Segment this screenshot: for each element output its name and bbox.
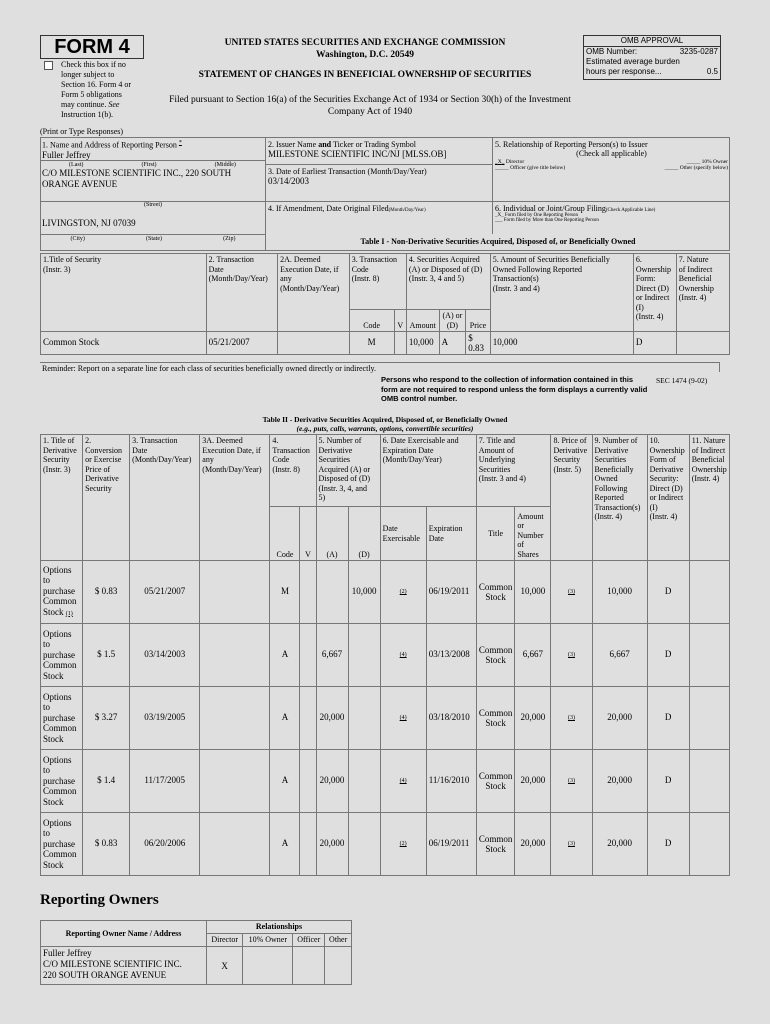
t1-sub-aord: (A) or (D): [439, 310, 466, 332]
t2-h6: 6. Date Exercisable and Expiration Date (Month/Day/Year): [380, 435, 476, 507]
t2-row-d: 10,000: [348, 561, 380, 624]
t2-row-nature: [689, 687, 729, 750]
first-label: (First): [141, 161, 157, 168]
t2-row-price: $ 3.27: [83, 687, 130, 750]
box4-amendment: [266, 201, 492, 234]
t2-row-deemed: [200, 813, 270, 876]
t2-row-code: A: [270, 624, 300, 687]
t2-row-nature: [689, 750, 729, 813]
t2-row-price: $ 1.4: [83, 750, 130, 813]
checkbox-instructions: Check this box if no longer subject to Section 16. Form 4 or Form 5 obligations may continue. See Instruction 1(b).: [61, 60, 131, 119]
box3-earliest-date: [266, 164, 492, 201]
t2-row-utitle: Common Stock: [476, 624, 515, 687]
t2-row-price: $ 1.5: [83, 624, 130, 687]
print-note: (Print or Type Responses): [40, 127, 124, 136]
t2-row-uamount: 20,000: [515, 750, 551, 813]
col-ten-pct: 10% Owner: [243, 934, 293, 947]
t2-row-v: [300, 624, 316, 687]
omb-hours-value: 0.5: [706, 67, 718, 76]
owner-ten-pct: [243, 947, 293, 985]
last-label: (Last): [69, 161, 84, 168]
t2-row-ex-footnote: (2): [399, 841, 407, 848]
t2-row-owned: 20,000: [592, 813, 647, 876]
agency-name: UNITED STATES SECURITIES AND EXCHANGE COMMISSION: [224, 38, 506, 48]
t2-row-title: Options to purchase Common Stock: [41, 813, 83, 876]
t1-sub-amount: Amount: [406, 310, 439, 332]
earliest-date: 03/14/2003: [268, 176, 310, 186]
t2-row-a: 20,000: [316, 687, 348, 750]
t1-h7: 7. Nature of Indirect Beneficial Ownership (Instr. 4): [676, 254, 729, 332]
t2-row-d: [348, 687, 380, 750]
t2-row-exp: 11/16/2010: [426, 750, 476, 813]
t2-title-footnote: (1): [65, 610, 73, 617]
t2-row-form: D: [647, 813, 689, 876]
box5-relationship: [493, 137, 730, 201]
table1: [40, 253, 730, 355]
t2-row-owned: 6,667: [592, 624, 647, 687]
t2-sub-code: Code: [270, 507, 300, 561]
t1-amount: 10,000: [406, 332, 439, 355]
t1-price: $ 0.83: [466, 332, 491, 355]
t2-row: [41, 561, 730, 624]
street-row: [40, 201, 266, 234]
box2-issuer: [266, 137, 492, 163]
t2-row-date: 03/14/2003: [130, 624, 200, 687]
t2-row-date: 06/20/2006: [130, 813, 200, 876]
box6-label-small: (Check Applicable Line): [605, 208, 656, 213]
middle-label: (Middle): [214, 161, 236, 168]
t2-row-price-footnote: (3): [567, 778, 575, 785]
sec-code: SEC 1474 (9-02): [656, 376, 708, 385]
omb-number-label: OMB Number:: [586, 47, 638, 56]
t2-row-form: D: [647, 624, 689, 687]
table1-title: Table I - Non-Derivative Securities Acquired, Disposed of, or Beneficially Owned: [360, 237, 636, 246]
omb-header: OMB APPROVAL: [584, 36, 720, 47]
t2-row-owned: 20,000: [592, 687, 647, 750]
t2-row-owned: 10,000: [592, 561, 647, 624]
agency-city: Washington, D.C. 20549: [316, 50, 414, 60]
box5-sublabel: (Check all applicable): [576, 149, 647, 158]
city-state-zip: LIVINGSTON, NJ 07039: [42, 218, 136, 228]
t2-row-nature: [689, 813, 729, 876]
t2-h3: 3. Transaction Date (Month/Day/Year): [130, 435, 200, 561]
box4-label-small: (Month/Day/Year): [388, 208, 426, 213]
t2-row-form: D: [647, 687, 689, 750]
t2-h1: 1. Title of Derivative Security (Instr. 3): [41, 435, 83, 561]
t1-sub-code: Code: [349, 310, 394, 332]
t2-h11: 11. Nature of Indirect Beneficial Ownership (Instr. 4): [689, 435, 729, 561]
t2-row-price-footnote: (3): [567, 715, 575, 722]
t2-h2: 2. Conversion or Exercise Price of Derivative Security: [83, 435, 130, 561]
state-label: (State): [146, 236, 162, 242]
reporting-address: C/O MILESTONE SCIENTIFIC INC., 220 SOUTH ORANGE AVENUE: [42, 167, 232, 189]
city-row: [40, 234, 266, 242]
t2-row-price-footnote: (3): [567, 589, 575, 596]
omb-approval-box: [583, 35, 721, 80]
t2-sub-amount: Amount or Number of Shares: [515, 507, 551, 561]
t2-row-ex-footnote: (2): [399, 589, 407, 596]
zip-label: (Zip): [223, 236, 236, 242]
t2-row-ex-footnote: (4): [399, 652, 407, 659]
t2-row-uamount: 6,667: [515, 624, 551, 687]
t2-row: [41, 624, 730, 687]
t2-row-code: A: [270, 687, 300, 750]
owner-name-address: Fuller Jeffrey C/O MILESTONE SCIENTIFIC INC. 220 SOUTH ORANGE AVENUE: [41, 947, 207, 985]
t1-aord: A: [439, 332, 466, 355]
omb-number-value: 3235-0287: [679, 47, 718, 56]
t2-row-d: [348, 813, 380, 876]
t2-row-uamount: 10,000: [515, 561, 551, 624]
t2-row-title: Options to purchase Common Stock: [41, 687, 83, 750]
issuer-name: MILESTONE SCIENTIFIC INC/NJ [MLSS.OB]: [268, 149, 447, 159]
t1-form: D: [633, 332, 676, 355]
owner-row: [41, 947, 352, 985]
t2-row-deemed: [200, 750, 270, 813]
col-director: Director: [207, 934, 243, 947]
t2-row-a: 20,000: [316, 750, 348, 813]
t2-sub-title: Title: [476, 507, 515, 561]
t2-row-form: D: [647, 750, 689, 813]
t1-title: Common Stock: [41, 332, 207, 355]
omb-burden-label: Estimated average burden: [586, 57, 680, 66]
t2-row-title: Options to purchase Common Stock (1): [41, 561, 83, 624]
t1-h2a: 2A. Deemed Execution Date, if any (Month/Day/Year): [278, 254, 350, 332]
t2-row-uamount: 20,000: [515, 687, 551, 750]
form-title-box: [40, 35, 144, 59]
t2-row-v: [300, 687, 316, 750]
t2-row-owned: 20,000: [592, 750, 647, 813]
filed-pursuant: Filed pursuant to Section 16(a) of the Securities Exchange Act of 1934 or Section 30(h) of the Investment Company Act of 1940: [169, 95, 571, 117]
t2-row-price-footnote: (3): [567, 841, 575, 848]
other-option[interactable]: _____ Other (specify below): [664, 165, 728, 171]
t1-v: [394, 332, 406, 355]
t2-sub-a: (A): [316, 507, 348, 561]
col-relationships: Relationships: [207, 921, 352, 934]
t2-row-exp: 03/18/2010: [426, 687, 476, 750]
t2-row-d: [348, 624, 380, 687]
t1-h2: 2. Transaction Date (Month/Day/Year): [206, 254, 278, 332]
t2-row-nature: [689, 561, 729, 624]
omb-hours-label: hours per response...: [586, 67, 662, 76]
persons-notice: Persons who respond to the collection of information contained in this form are not required to respond unless the form displays a currently valid OMB control number.: [381, 375, 648, 403]
t1-date: 05/21/2007: [206, 332, 278, 355]
t2-sub-date-ex: Date Exercisable: [380, 507, 426, 561]
t1-deemed: [278, 332, 350, 355]
t2-row-utitle: Common Stock: [476, 561, 515, 624]
t1-sub-price: Price: [466, 310, 491, 332]
t2-row-uamount: 20,000: [515, 813, 551, 876]
t2-row-d: [348, 750, 380, 813]
t2-row-date: 05/21/2007: [130, 561, 200, 624]
t1-nature: [676, 332, 729, 355]
t2-row-title: Options to purchase Common Stock: [41, 750, 83, 813]
t2-sub-d: (D): [348, 507, 380, 561]
t2-row-code: A: [270, 750, 300, 813]
owner-other: [325, 947, 352, 985]
t2-h9: 9. Number of Derivative Securities Beneficially Owned Following Reported Transaction(s) (Instr. 4): [592, 435, 647, 561]
t2-row-deemed: [200, 561, 270, 624]
t2-row-v: [300, 561, 316, 624]
no-longer-subject-checkbox[interactable]: [44, 60, 53, 70]
t2-row-code: A: [270, 813, 300, 876]
reporting-owners-table: [40, 920, 352, 985]
t2-h10: 10. Ownership Form of Derivative Security: Direct (D) or Indirect (I) (Instr. 4): [647, 435, 689, 561]
t2-row: [41, 687, 730, 750]
t2-sub-exp: Expiration Date: [426, 507, 476, 561]
t2-row: [41, 750, 730, 813]
t2-row-ex-footnote: (4): [399, 778, 407, 785]
t1-row: [41, 332, 730, 355]
table2-title: Table II - Derivative Securities Acquired, Disposed of, or Beneficially Owned (e.g., puts, calls, warrants, options, convertible securities): [262, 415, 508, 433]
box1-label: 1. Name and Address of Reporting Person: [42, 140, 177, 150]
t2-row-form: D: [647, 561, 689, 624]
t2-sub-v: V: [300, 507, 316, 561]
reporting-person-name: Fuller Jeffrey: [42, 149, 91, 160]
t2-row-a: [316, 561, 348, 624]
reporting-owners-heading: Reporting Owners: [40, 892, 159, 908]
ten-pct-option[interactable]: _____ 10% Owner: [686, 159, 728, 165]
t2-row-a: 20,000: [316, 813, 348, 876]
t2-row-date: 03/19/2005: [130, 687, 200, 750]
t1-h1: 1.Title of Security (Instr. 3): [41, 254, 207, 332]
col-officer: Officer: [293, 934, 325, 947]
t2-h3a: 3A. Deemed Execution Date, if any (Month/Day/Year): [200, 435, 270, 561]
t2-row-date: 11/17/2005: [130, 750, 200, 813]
city-label: (City): [70, 236, 85, 242]
t2-row-utitle: Common Stock: [476, 687, 515, 750]
box6-filing: [493, 201, 730, 234]
t2-row-exp: 03/13/2008: [426, 624, 476, 687]
t1-sub-v: V: [394, 310, 406, 332]
street-label: (Street): [144, 202, 162, 208]
t1-code: M: [349, 332, 394, 355]
box5-label: 5. Relationship of Reporting Person(s) to Issuer: [495, 140, 648, 149]
t2-row-utitle: Common Stock: [476, 813, 515, 876]
box2-label: 2. Issuer Name and Ticker or Trading Symbol: [268, 140, 417, 149]
filing-option-multiple[interactable]: ___ Form filed by More than One Reporting Person: [495, 218, 599, 223]
t2-h4: 4. Transaction Code (Instr. 8): [270, 435, 316, 507]
box4-label: 4. If Amendment, Date Original Filed: [268, 204, 389, 213]
owner-officer: [293, 947, 325, 985]
t2-row-v: [300, 750, 316, 813]
t2-row-price-footnote: (3): [567, 652, 575, 659]
t2-row-a: 6,667: [316, 624, 348, 687]
t2-row-exp: 06/19/2011: [426, 813, 476, 876]
t1-h3: 3. Transaction Code (Instr. 8): [349, 254, 406, 310]
form-title: FORM 4: [54, 36, 130, 58]
t2-row-deemed: [200, 687, 270, 750]
t1-h4: 4. Securities Acquired (A) or Disposed of (D) (Instr. 3, 4 and 5): [406, 254, 490, 310]
t2-row-ex-footnote: (4): [399, 715, 407, 722]
t2-row-deemed: [200, 624, 270, 687]
box3-label: 3. Date of Earliest Transaction (Month/Day/Year): [268, 167, 427, 176]
table2: [40, 434, 730, 876]
t1-h6: 6. Ownership Form: Direct (D) or Indirect (I) (Instr. 4): [633, 254, 676, 332]
t2-row-utitle: Common Stock: [476, 750, 515, 813]
officer-option[interactable]: _____ Officer (give title below): [495, 165, 566, 171]
reminder: Reminder: Report on a separate line for each class of securities beneficially owned directly or indirectly.: [42, 364, 377, 373]
t2-row: [41, 813, 730, 876]
t2-row-nature: [689, 624, 729, 687]
t1-owned: 10,000: [490, 332, 633, 355]
t1-h5: 5. Amount of Securities Beneficially Owned Following Reported Transaction(s) (Instr. 3 and 4): [490, 254, 633, 332]
t2-row-price: $ 0.83: [83, 813, 130, 876]
t2-row-v: [300, 813, 316, 876]
t2-row-title: Options to purchase Common Stock: [41, 624, 83, 687]
t2-h5: 5. Number of Derivative Securities Acquired (A) or Disposed of (D) (Instr. 3, 4, and 5): [316, 435, 380, 507]
box1-footnote: *: [178, 140, 182, 146]
statement-title: STATEMENT OF CHANGES IN BENEFICIAL OWNERSHIP OF SECURITIES: [198, 70, 532, 80]
box6-label: 6. Individual or Joint/Group Filing: [495, 204, 606, 213]
t2-row-exp: 06/19/2011: [426, 561, 476, 624]
t2-row-code: M: [270, 561, 300, 624]
filing-option-one[interactable]: _X_ Form filed by One Reporting Person: [495, 213, 579, 218]
t2-h8: 8. Price of Derivative Security (Instr. 5): [551, 435, 592, 561]
t2-h7: 7. Title and Amount of Underlying Securities (Instr. 3 and 4): [476, 435, 551, 507]
t2-row-price: $ 0.83: [83, 561, 130, 624]
director-option[interactable]: _X_ Director: [495, 159, 525, 165]
col-owner-name: Reporting Owner Name / Address: [41, 921, 207, 947]
owner-director-mark: X: [207, 947, 243, 985]
col-other: Other: [325, 934, 352, 947]
